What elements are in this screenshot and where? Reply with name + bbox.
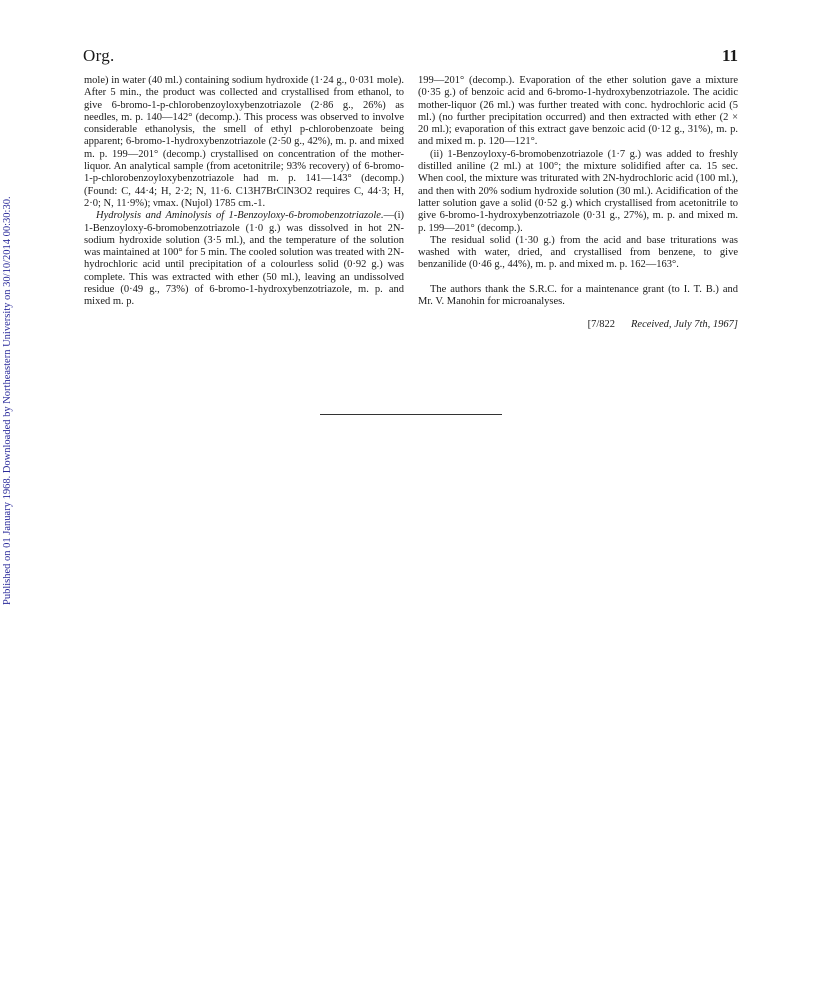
manuscript-ref: [7/822 (587, 319, 615, 331)
received-line (418, 319, 738, 331)
provenance-watermark: Published on 01 January 1968. Downloaded by Northeastern University on 30/10/2014 00:30:30. (2, 196, 13, 605)
paragraph: mole) in water (40 ml.) containing sodium hydroxide (1·24 g., 0·031 mole). After 5 min., the product was collected and crystallised from ethanol, to give 6-bromo-1-p-chlorobenzoyloxybenzotriazole (2·86 g., 26%) as needles, m. p. 140—142° (decomp.). This process was observed to involve considerable ethanolysis, the smell of ethyl p-chlorobenzoate being apparent; 6-bromo-1-hydroxybenzotriazole (2·50 g., 42%), m. p. and mixed m. p. 199—201° (decomp.) crystallised on concentration of the mother-liquor. An analytical sample (from acetonitrile; 93% recovery) of 6-bromo-1-p-chlorobenzoyloxybenzotriazole had m. p. 141—143° (decomp.) (Found: C, 44·4; H, 2·2; N, 11·6. C13H7BrClN3O2 requires C, 44·3; H, 2·0; N, 11·9%); νmax. (Nujol) 1785 cm.-1. (84, 75, 404, 209)
journal-name: Org. (83, 46, 115, 65)
paragraph: 199—201° (decomp.). Evaporation of the ether solution gave a mixture (0·35 g.) of benzoic acid and 6-bromo-1-hydroxybenzotriazole. The acidic mother-liquor (26 ml.) was further treated with conc. hydrochloric acid (5 ml.) (no further precipitation occurred) and then extracted with ether (2 × 20 ml.); evaporation of this extract gave benzoic acid (0·12 g., 31%), m. p. and mixed m. p. 120—121°. (418, 75, 738, 148)
section-heading: Hydrolysis and Aminolysis of 1-Benzoyloxy-6-bromobenzotriazole. (96, 210, 384, 222)
paragraph-body: —(i) 1-Benzoyloxy-6-bromobenzotriazole (1·0 g.) was dissolved in hot 2N-sodium hydroxide solution (3·5 ml.), and the temperature of the solution was maintained at 100° for 5 min. The cooled solution was treated with 2N-hydrochloric acid until precipitation of a colourless solid (0·92 g.) was complete. This was extracted with ether (50 ml.), leaving an undissolved residue (0·49 g., 73%) of 6-bromo-1-hydroxybenzotriazole, m. p. and mixed m. p. (84, 210, 404, 308)
right-column (418, 75, 738, 332)
paragraph (84, 210, 404, 308)
page-number: 11 (721, 46, 738, 65)
left-column (84, 75, 404, 309)
received-date: Received, July 7th, 1967] (631, 319, 738, 331)
end-rule (320, 414, 502, 415)
acknowledgement: The authors thank the S.R.C. for a maintenance grant (to I. T. B.) and Mr. V. Manohin for microanalyses. (418, 283, 738, 308)
paragraph: (ii) 1-Benzoyloxy-6-bromobenzotriazole (1·7 g.) was added to freshly distilled aniline (2 ml.) at 100°; the mixture solidified after ca. 15 sec. When cool, the mixture was triturated with 2N-hydrochloric acid (100 ml.), and then with 20% sodium hydroxide solution (30 ml.). Acidification of the latter solution gave a solid (0·52 g.) which crystallised from acetonitrile to give 6-bromo-1-hydroxybenzotriazole (0·31 g., 27%), m. p. and mixed m. p. 199—201° (decomp.). (418, 148, 738, 234)
paragraph: The residual solid (1·30 g.) from the acid and base triturations was washed with water, dried, and crystallised from benzene, to give benzanilide (0·46 g., 44%), m. p. and mixed m. p. 162—163°. (418, 234, 738, 271)
